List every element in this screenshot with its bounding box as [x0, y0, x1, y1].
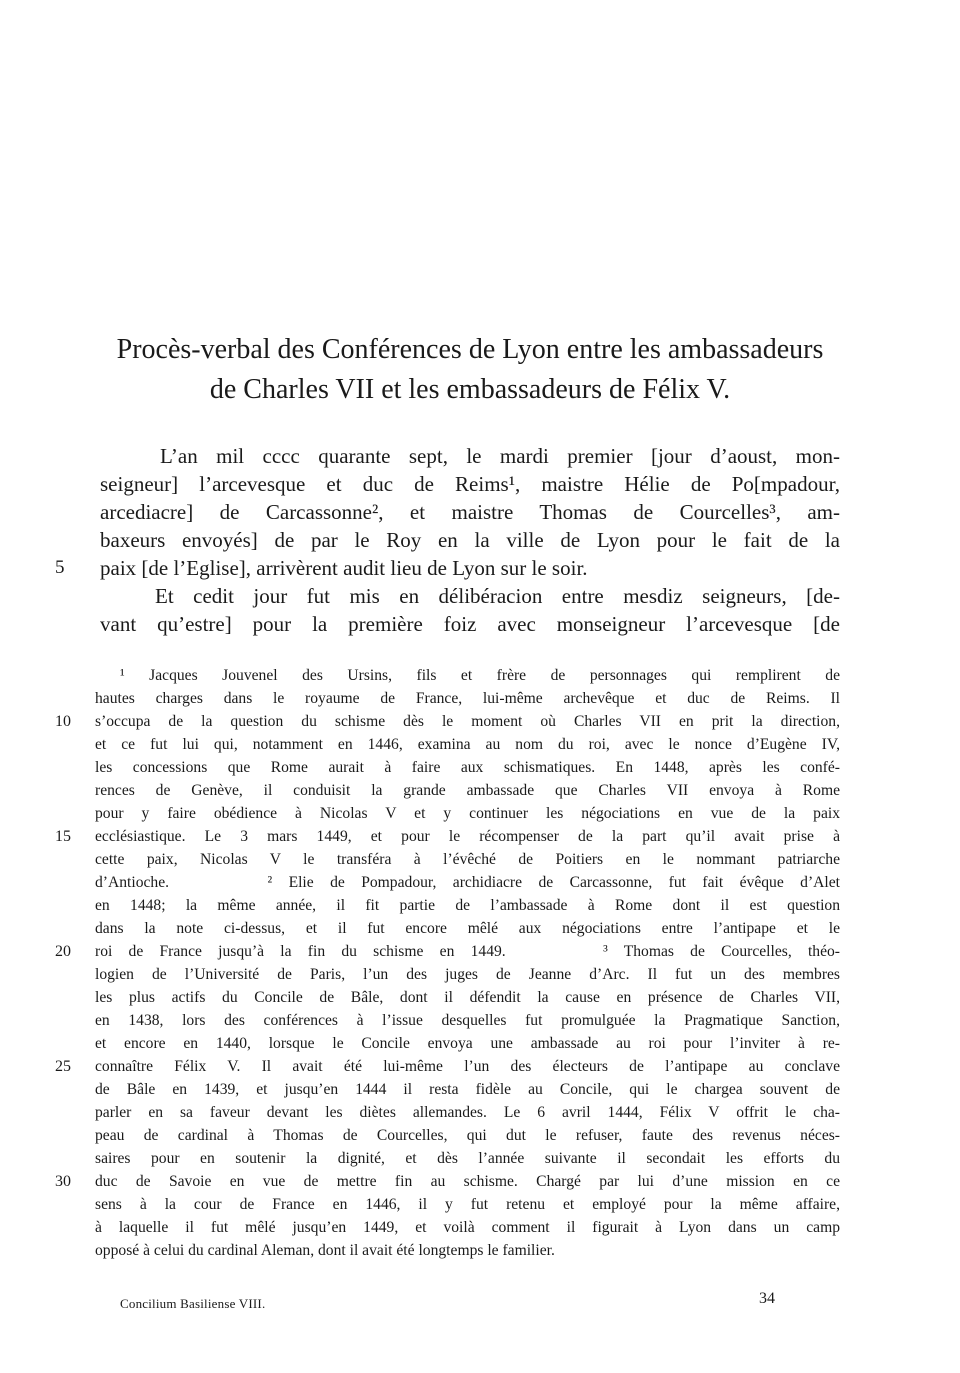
body-line: L’an mil cccc quarante sept, le mardi premier [jour d’aoust, mon-	[160, 444, 840, 468]
footnote-line: dans la note ci-dessus, et il fut encore mêlé aux négociations entre l’antipape et le	[95, 920, 840, 937]
footnote-line: ¹ Jacques Jouvenel des Ursins, fils et frère de personnages qui remplirent de	[120, 667, 840, 684]
page-number: 34	[759, 1290, 775, 1307]
body-line: Et cedit jour fut mis en délibéracion entre mesdiz seigneurs, [de-	[155, 584, 840, 608]
footnote-line: roi de France jusqu’à la fin du schisme en 1449. ³ Thomas de Courcelles, théo-	[95, 943, 840, 960]
footnote-line: en 1448; la même année, il fit partie de l’ambassade à Rome dont il est question	[95, 897, 840, 914]
footnote-line: et ce fut lui qui, notamment en 1446, examina au nom du roi, avec le nonce d’Eugène IV,	[95, 736, 840, 753]
line-number: 5	[55, 557, 65, 578]
footnote-line: en 1438, lors des conférences à l’issue desquelles fut promulguée la Pragmatique Sanction,	[95, 1012, 840, 1029]
body-line: paix [de l’Eglise], arrivèrent audit lieu de Lyon sur le soir.	[100, 556, 588, 580]
footnote-line: les plus actifs du Concile de Bâle, dont il défendit la cause en présence de Charles VII,	[95, 989, 840, 1006]
footnote-line: ecclésiastique. Le 3 mars 1449, et pour le récompenser de la part qu’il avait prise à	[95, 828, 840, 845]
footnote-line: pour y faire obédience à Nicolas V et y continuer les négociations en vue de la paix	[95, 805, 840, 822]
footnote-line: d’Antioche. ² Elie de Pompadour, archidiacre de Carcassonne, fut fait évêque d’Alet	[95, 874, 840, 891]
footnote-line: rences de Genève, il conduisit la grande ambassade que Charles VII envoya à Rome	[95, 782, 840, 799]
line-number: 30	[55, 1173, 71, 1190]
footnote-line: s’occupa de la question du schisme dès le moment où Charles VII en prit la direction,	[95, 713, 840, 730]
line-number: 10	[55, 713, 71, 730]
line-number: 25	[55, 1058, 71, 1075]
line-number: 20	[55, 943, 71, 960]
body-line: vant qu’estre] pour la première foiz avec monseigneur l’arcevesque [de	[100, 612, 840, 636]
footnote-line: hautes charges dans le royaume de France, lui-même archevêque et duc de Reims. Il	[95, 690, 840, 707]
body-line: baxeurs envoyés] de par le Roy en la ville de Lyon pour le fait de la	[100, 528, 840, 552]
page-title-line-2: de Charles VII et les embassadeurs de Félix V.	[209, 374, 731, 405]
footnote-line: connaître Félix V. Il avait été lui-même l’un des électeurs de l’antipape au conclave	[95, 1058, 840, 1075]
footnote-line: cette paix, Nicolas V le transféra à l’évêché de Poitiers en le nommant patriarche	[95, 851, 840, 868]
footnote-line: sens à la cour de France en 1446, il y fut retenu et employé pour la même affaire,	[95, 1196, 840, 1213]
running-footer: Concilium Basiliense VIII.	[120, 1296, 266, 1311]
footnote-line: saires pour en soutenir la dignité, et dès l’année suivante il secondait les efforts du	[95, 1150, 840, 1167]
body-line: arcediacre] de Carcassonne², et maistre Thomas de Courcelles³, am-	[100, 500, 840, 524]
footnote-line: parler en sa faveur devant les diètes allemandes. Le 6 avril 1444, Félix V offrit le cha-	[95, 1104, 840, 1121]
page-title-line-1: Procès-verbal des Conférences de Lyon entre les ambassadeurs	[116, 334, 824, 365]
footnote-line: les concessions que Rome aurait à faire aux schismatiques. En 1448, après les confé-	[95, 759, 840, 776]
footnote-line: logien de l’Université de Paris, l’un des juges de Jeanne d’Arc. Il fut un des membres	[95, 966, 840, 983]
footnote-line: à laquelle il fut mêlé jusqu’en 1449, et voilà comment il figurait à Lyon dans un camp	[95, 1219, 840, 1236]
footnote-line: peau de cardinal à Thomas de Courcelles, qui dut le refuser, faute des revenus néces-	[95, 1127, 840, 1144]
footnote-line: duc de Savoie en vue de mettre fin au schisme. Chargé par lui d’une mission en ce	[95, 1173, 840, 1190]
footnote-line: de Bâle en 1439, et jusqu’en 1444 il resta fidèle au Concile, qui le chargea souvent de	[95, 1081, 840, 1098]
body-line: seigneur] l’arcevesque et duc de Reims¹, maistre Hélie de Po[mpadour,	[100, 472, 840, 496]
footnote-line: opposé à celui du cardinal Aleman, dont il avait été longtemps le familier.	[95, 1242, 555, 1259]
line-number: 15	[55, 828, 71, 845]
footnote-line: et encore en 1440, lorsque le Concile envoya une ambassade au roi pour l’inviter à re-	[95, 1035, 840, 1052]
